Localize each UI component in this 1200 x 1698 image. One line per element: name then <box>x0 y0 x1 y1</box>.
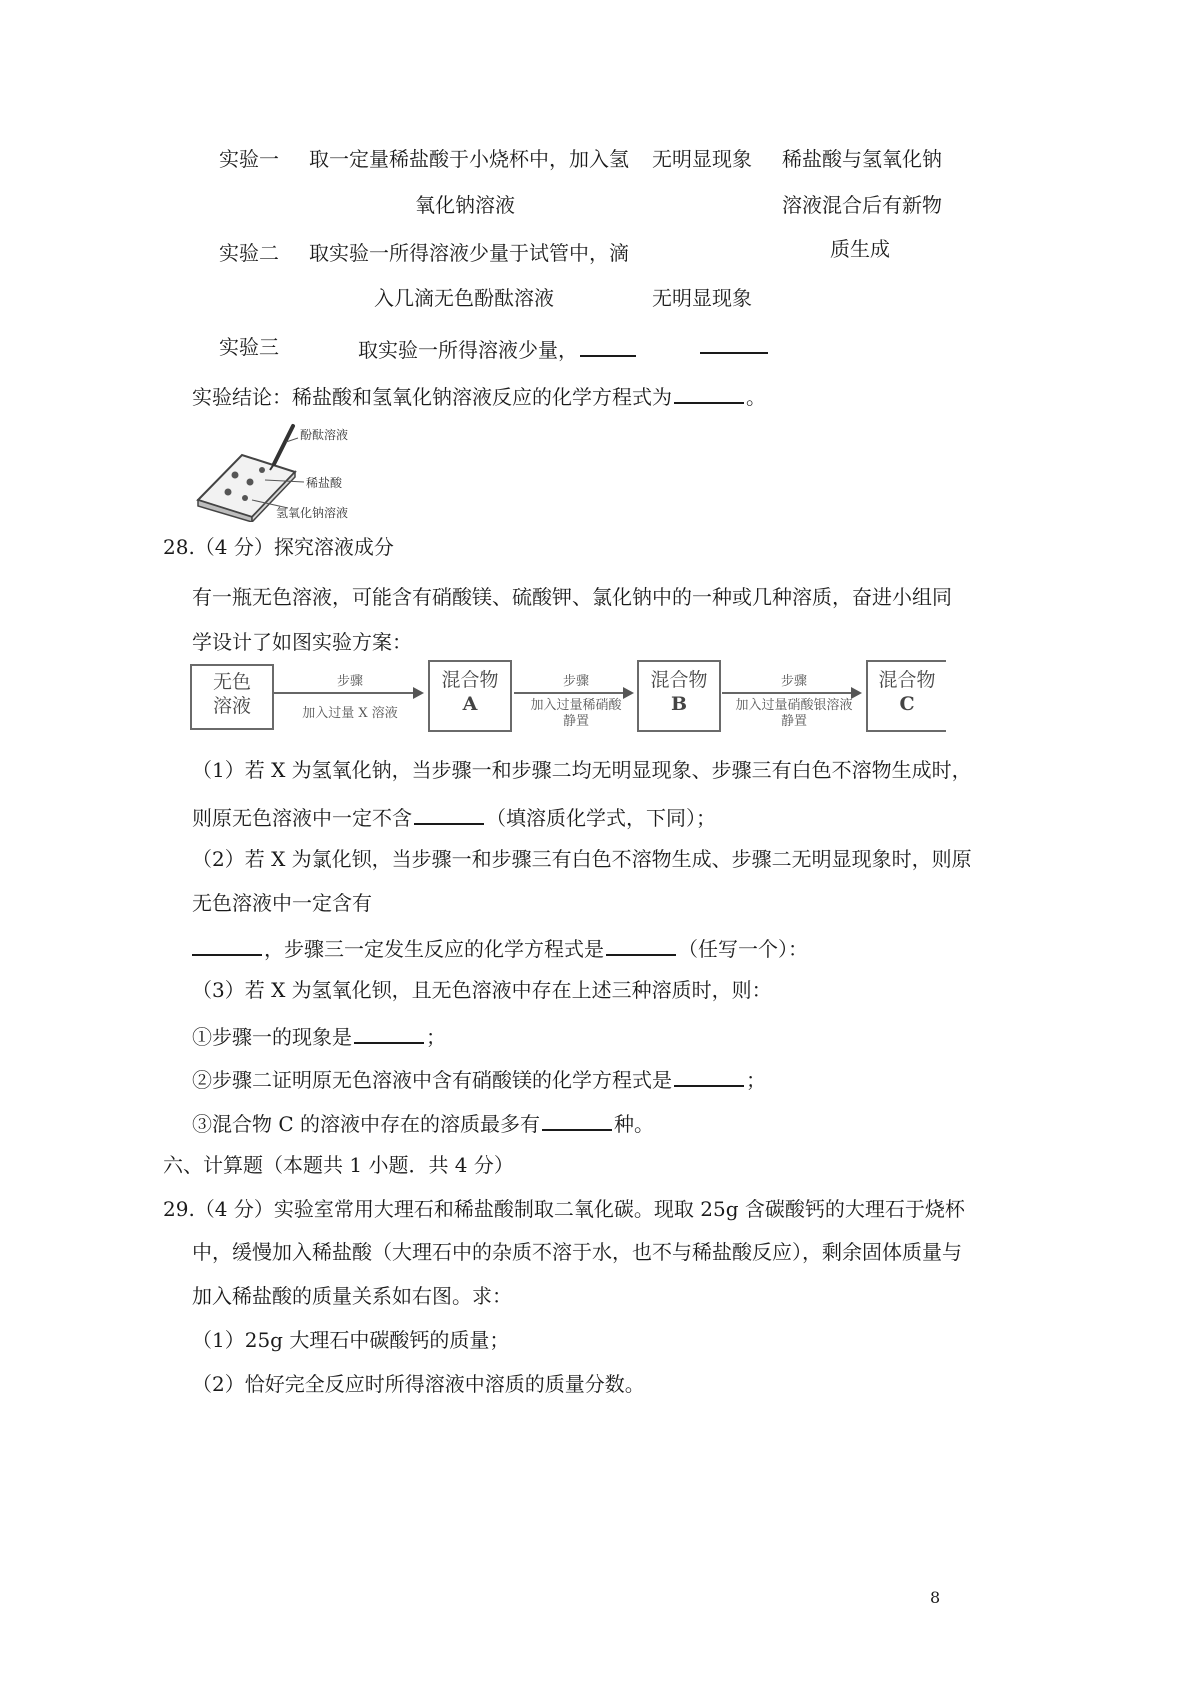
q28-p3-item2-blank[interactable] <box>674 1063 744 1087</box>
exp3-operation <box>358 333 638 364</box>
q28-p3-item3-suffix: 种。 <box>614 1112 655 1136</box>
q28-p2-blank-solute[interactable] <box>192 932 262 956</box>
q28-p1-line2-text: 则原无色溶液中一定不含 <box>192 806 412 830</box>
q28-p3-item1-blank[interactable] <box>354 1020 424 1044</box>
exp1-operation-line1: 取一定量稀盐酸于小烧杯中，加入氢 <box>309 147 629 171</box>
q28-p3-item3 <box>192 1107 654 1138</box>
q28-p3-item1-suffix: ； <box>426 1025 446 1049</box>
flow-mixture-a-line2: A <box>462 693 478 715</box>
flow-mixture-c-line2: C <box>899 693 915 715</box>
q28-p3-item3-blank[interactable] <box>542 1107 612 1131</box>
conclusion-cell-line1: 稀盐酸与氢氧化钠 <box>782 147 942 171</box>
flow-start-line1: 无色 <box>212 671 251 693</box>
conclusion-cell-line2: 溶液混合后有新物 <box>782 193 942 217</box>
flow-mixture-a-line1: 混合物 <box>441 669 499 691</box>
q28-title: 28.（4 分）探究溶液成分 <box>163 535 394 559</box>
q29-line3: 加入稀盐酸的质量关系如右图。求： <box>192 1284 512 1308</box>
q29-sub1: （1）25g 大理石中碳酸钙的质量； <box>192 1328 510 1352</box>
equation-blank[interactable] <box>674 380 744 404</box>
q28-p3-item2-text: ②步骤二证明原无色溶液中含有硝酸镁的化学方程式是 <box>192 1068 672 1092</box>
flow-step3-bottom-line1: 加入过量硝酸银溶液 <box>735 698 853 713</box>
flow-step1-bottom: 加入过量 X 溶液 <box>302 706 398 721</box>
conclusion-cell-line3: 质生成 <box>830 237 890 261</box>
exp2-operation-line2: 入几滴无色酚酞溶液 <box>374 286 554 310</box>
flow-step2-bottom-line2: 静置 <box>562 714 589 729</box>
q28-intro-line2: 学设计了如图实验方案： <box>192 630 412 654</box>
flow-mixture-a-box <box>428 660 512 732</box>
q29-line1: 29.（4 分）实验室常用大理石和稀盐酸制取二氧化碳。现取 25g 含碳酸钙的大理石于烧杯 <box>163 1197 965 1221</box>
exp1-operation-line2: 氧化钠溶液 <box>415 193 515 217</box>
flow-mixture-c-box <box>866 660 946 732</box>
q28-p3-item1 <box>192 1020 446 1051</box>
flow-arrow1-line <box>274 692 414 694</box>
flow-step2-bottom <box>516 698 636 730</box>
exp2-phenomenon: 无明显现象 <box>652 286 752 310</box>
flow-mixture-c-line1: 混合物 <box>878 669 936 691</box>
q28-p3-item1-text: ①步骤一的现象是 <box>192 1025 352 1049</box>
exp2-operation-line1: 取实验一所得溶液少量于试管中，滴 <box>309 241 629 265</box>
q28-p1-line1: （1）若 X 为氢氧化钠，当步骤一和步骤二均无明显现象、步骤三有白色不溶物生成时， <box>192 758 972 782</box>
final-conclusion <box>192 380 766 411</box>
q28-p2-blank-equation[interactable] <box>606 932 676 956</box>
final-conclusion-suffix: 。 <box>746 385 766 409</box>
spot-plate-figure <box>190 420 370 522</box>
exp3-phenomenon-blank[interactable] <box>700 352 768 354</box>
q28-intro-line1: 有一瓶无色溶液，可能含有硝酸镁、硫酸钾、氯化钠中的一种或几种溶质，奋进小组同 <box>192 585 952 609</box>
q28-p2-line1: （2）若 X 为氯化钡，当步骤一和步骤三有白色不溶物生成、步骤二无明显现象时，则原 <box>192 847 972 871</box>
flow-step1-top: 步骤 <box>336 674 363 689</box>
q28-p2-line2: 无色溶液中一定含有 <box>192 891 372 915</box>
flow-mixture-b-line1: 混合物 <box>650 669 708 691</box>
page-number: 8 <box>930 1588 941 1607</box>
q29-sub2: （2）恰好完全反应时所得溶液中溶质的质量分数。 <box>192 1372 645 1396</box>
q28-p3-item2 <box>192 1063 766 1094</box>
q29-line2: 中，缓慢加入稀盐酸（大理石中的杂质不溶于水，也不与稀盐酸反应），剩余固体质量与 <box>192 1240 962 1264</box>
flow-mixture-b-line2: B <box>670 693 688 715</box>
flow-step3-bottom <box>724 698 864 730</box>
q28-p1-blank[interactable] <box>414 801 484 825</box>
final-conclusion-text: 实验结论：稀盐酸和氢氧化钠溶液反应的化学方程式为 <box>192 385 672 409</box>
exp3-name: 实验三 <box>219 335 279 359</box>
label-phenolphthalein: 酚酞溶液 <box>300 428 349 442</box>
label-dilute-hcl: 稀盐酸 <box>306 476 343 490</box>
q28-p3-item2-suffix: ； <box>746 1068 766 1092</box>
label-naoh-solution: 氢氧化钠溶液 <box>276 506 349 520</box>
q28-p1-line2-suffix: （填溶质化学式，下同）； <box>486 806 716 830</box>
flow-step3-top: 步骤 <box>780 674 807 689</box>
exp1-phenomenon: 无明显现象 <box>652 147 752 171</box>
flow-diagram <box>190 660 950 730</box>
exp2-name: 实验二 <box>219 241 279 265</box>
flow-step2-top: 步骤 <box>562 674 589 689</box>
q28-p2-line3-text: ，步骤三一定发生反应的化学方程式是 <box>264 937 604 961</box>
q28-p2-line3 <box>192 932 808 963</box>
flow-arrow2-line <box>514 692 624 694</box>
flow-start-line2: 溶液 <box>212 695 251 717</box>
section6-heading: 六、计算题（本题共 1 小题．共 4 分） <box>163 1153 514 1177</box>
flow-arrow1-icon <box>413 687 424 699</box>
q28-p1-line2 <box>192 801 716 832</box>
flow-step2-bottom-line1: 加入过量稀硝酸 <box>530 698 622 713</box>
flow-mixture-b-box <box>637 660 721 732</box>
q28-p3-line1: （3）若 X 为氢氧化钡，且无色溶液中存在上述三种溶质时，则： <box>192 978 772 1002</box>
exp3-operation-text: 取实验一所得溶液少量， <box>358 338 578 362</box>
flow-arrow3-line <box>722 692 852 694</box>
flow-step3-bottom-line2: 静置 <box>780 714 807 729</box>
exp1-name: 实验一 <box>219 147 279 171</box>
q28-p2-line3-suffix: （任写一个）： <box>678 937 808 961</box>
q28-p3-item3-text: ③混合物 C 的溶液中存在的溶质最多有 <box>192 1112 541 1136</box>
flow-start-box <box>190 664 274 730</box>
exp3-operation-blank[interactable] <box>580 333 636 357</box>
